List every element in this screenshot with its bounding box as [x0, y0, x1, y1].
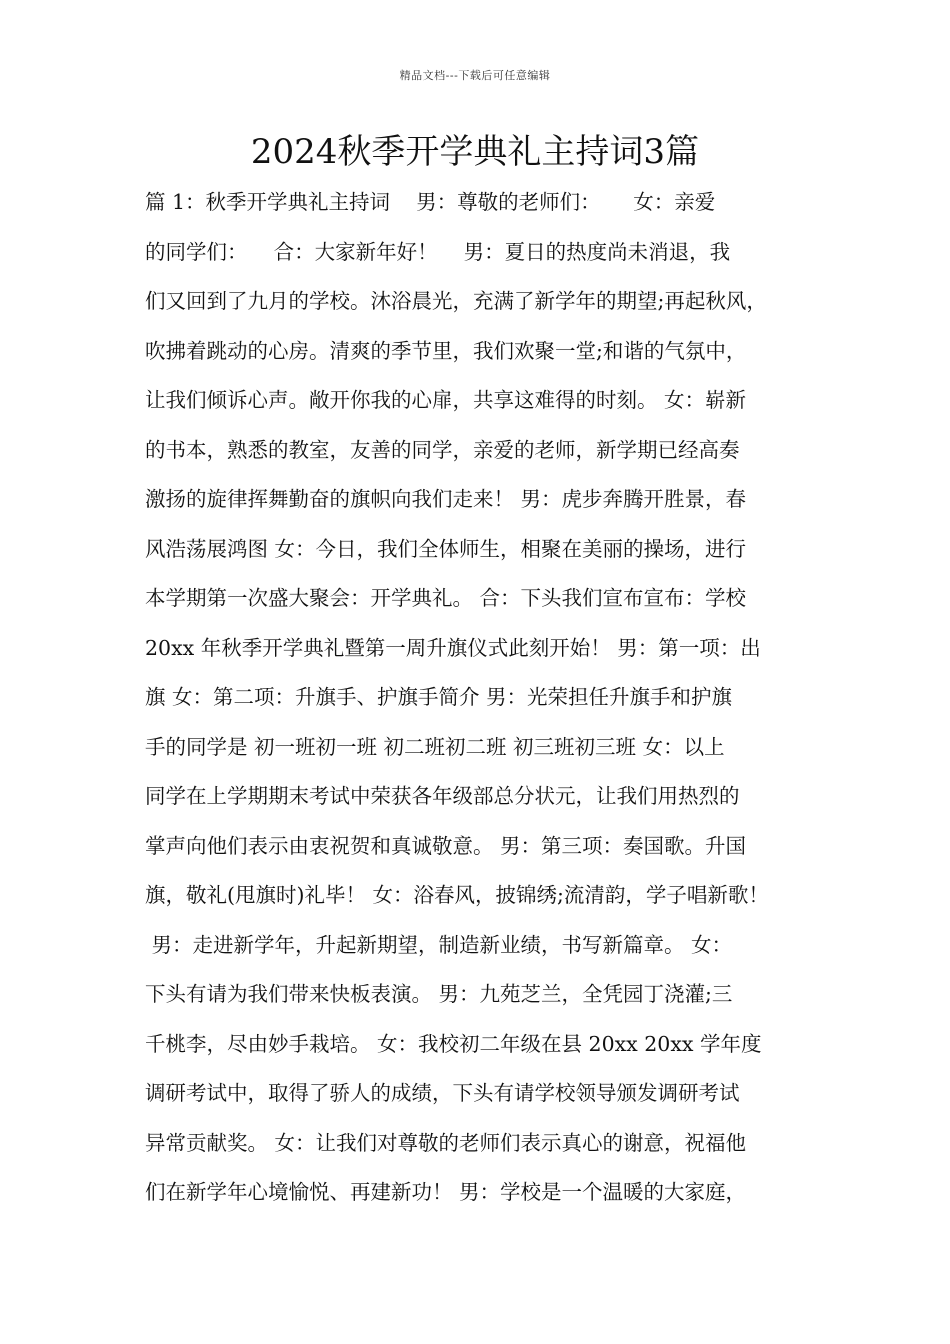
body-line: 们在新学年心境愉悦、再建新功！ 男：学校是一个温暖的大家庭，: [145, 1180, 747, 1204]
body-line: 们又回到了九月的学校。沐浴晨光，充满了新学年的期望;再起秋风，: [145, 289, 767, 313]
body-line: 下头有请为我们带来快板表演。 男：九苑芝兰，全凭园丁浇灌;三: [145, 982, 733, 1006]
document-body: [145, 178, 815, 1218]
body-line: 激扬的旋律挥舞勤奋的旗帜向我们走来！ 男：虎步奔腾开胜景，春: [145, 487, 747, 511]
body-line: 的同学们： 合：大家新年好！ 男：夏日的热度尚未消退，我: [145, 239, 731, 264]
body-line: 风浩荡展鸿图 女：今日，我们全体师生，相聚在美丽的操场，进行: [145, 536, 747, 561]
body-line: 20xx 年秋季开学典礼暨第一周升旗仪式此刻开始！ 男：第一项：出: [145, 635, 761, 660]
body-line: 旗 女：第二项：升旗手、护旗手简介 男：光荣担任升旗手和护旗: [145, 685, 733, 709]
body-line: 让我们倾诉心声。敞开你我的心扉，共享这难得的时刻。 女：崭新: [145, 388, 747, 412]
body-line: 千桃李，尽由妙手栽培。 女：我校初二年级在县 20xx 20xx 学年度: [145, 1031, 762, 1056]
body-line: 同学在上学期期末考试中荣获各年级部总分状元，让我们用热烈的: [145, 784, 740, 808]
body-line: 掌声向他们表示由衷祝贺和真诚敬意。 男：第三项：奏国歌。升国: [145, 833, 747, 858]
document-title: 2024秋季开学典礼主持词3篇: [250, 132, 700, 172]
body-line: 吹拂着跳动的心房。清爽的季节里，我们欢聚一堂;和谐的气氛中，: [145, 338, 747, 363]
body-line: 旗，敬礼(甩旗时)礼毕！ 女：浴春风，披锦绣;流清韵，学子唱新歌！: [145, 883, 769, 907]
body-line: 异常贡献奖。 女：让我们对尊敬的老师们表示真心的谢意，祝福他: [145, 1130, 747, 1155]
body-line: 本学期第一次盛大聚会：开学典礼。 合：下头我们宣布宣布：学校: [145, 586, 747, 610]
body-line: 的书本，熟悉的教室，友善的同学，亲爱的老师，新学期已经高奏: [145, 437, 740, 462]
body-line: 篇 1：秋季开学典礼主持词 男：尊敬的老师们： 女：亲爱: [145, 190, 716, 214]
body-line: 调研考试中，取得了骄人的成绩，下头有请学校领导颁发调研考试: [145, 1081, 740, 1105]
body-line: 手的同学是 初一班初一班 初二班初二班 初三班初三班 女：以上: [145, 734, 725, 759]
body-line: 男：走进新学年，升起新期望，制造新业绩，书写新篇章。 女：: [145, 932, 733, 957]
header-note: 精品文档---下载后可任意编辑: [399, 69, 551, 82]
